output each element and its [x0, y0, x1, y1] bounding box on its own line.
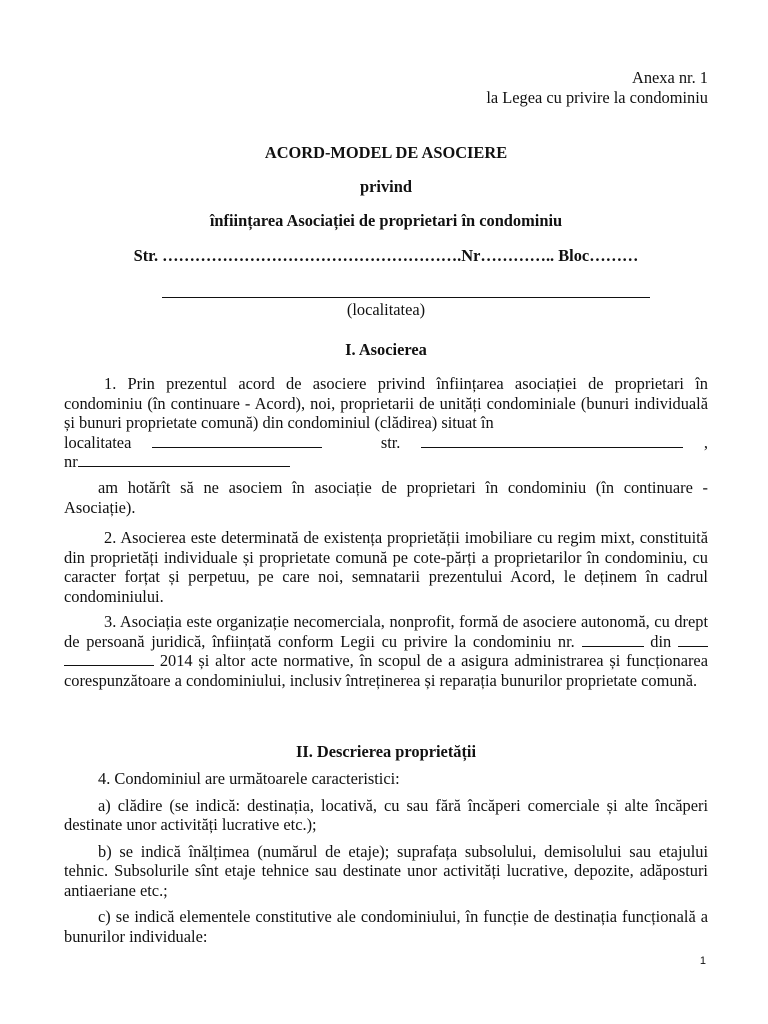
- item-a-text: a) clădire (se indică: destinația, locativă, cu sau fără încăperi comerciale și alte încăperi destinate unor activități lucrative etc.);: [64, 795, 708, 834]
- paragraph-4-text: 4. Condominiul are următoarele caracteristici:: [98, 769, 400, 788]
- paragraph-3-part-a: 3. Asociația este organizație necomerciala, nonprofit, formă de asociere autonomă, cu drept de persoană juridică, înființată conform Legii cu privire la condominiu nr.: [64, 612, 708, 651]
- paragraph-3-text: [64, 612, 708, 690]
- localitatea-label: localitatea: [64, 432, 132, 452]
- str-label: str.: [380, 432, 401, 452]
- address-line: Str. ……………………………………………….Nr………….. Bloc………: [133, 246, 639, 265]
- paragraph-3-part-b: 2014 și altor acte normative, în scopul de a asigura administrarea și funcționarea corespunzătoare a condominiului, inclusiv întreținerea și reparația bunurilor proprietate comună.: [64, 651, 708, 690]
- section-heading-descrierea: II. Descrierea proprietății: [295, 742, 477, 761]
- paragraph-2: [64, 528, 708, 613]
- day-blank: [678, 632, 708, 647]
- nr-label: nr: [64, 452, 78, 471]
- law-number-blank: [582, 632, 644, 647]
- document-title: ACORD-MODEL DE ASOCIERE: [264, 143, 508, 162]
- document-page: [64, 0, 708, 1024]
- section-heading-asocierea: I. Asocierea: [345, 340, 427, 359]
- paragraph-1-text: 1. Prin prezentul acord de asociere privind înființarea asociației de proprietari în condominiu (în continuare - Acord), noi, proprietarii de unități condominiale (bunuri individuală și bunuri proprietate comună) din condominiul (clădirea) situat în: [64, 374, 708, 432]
- paragraph-2-text: 2. Asocierea este determinată de existența proprietății imobiliare cu regim mixt, constituită din proprietăți individuale și proprietate comună pe cote-părți a proprietarilor în condominiu, cu caracter forțat și perpetuu, pe care noi, semnatarii prezentului Acord, le deținem în cadrul condominiului.: [64, 528, 708, 606]
- item-b-text: b) se indică înălțimea (numărul de etaje); suprafața subsolului, demisolului sau etajului tehnic. Subsolurile sînt etaje tehnice sau destinate unor activități lucrative, depozite, adăposturi antiaeriane etc.;: [64, 841, 708, 900]
- title-privind: privind: [360, 177, 412, 196]
- paragraph-1-continuation: [64, 478, 708, 524]
- annex-reference: [486, 68, 708, 107]
- locality-label: (localitatea): [346, 300, 426, 319]
- nr-blank: [78, 452, 290, 467]
- paragraph-3: [64, 612, 708, 697]
- str-blank: [421, 433, 683, 448]
- item-c-text: c) se indică elementele constitutive ale condominiului, în funcție de destinația funcțională a bunurilor individuale:: [64, 907, 708, 946]
- month-blank: [64, 651, 154, 666]
- din-label: din: [650, 631, 672, 651]
- section-2-content: [64, 769, 708, 953]
- title-subject: înființarea Asociației de proprietari în condominiu: [209, 211, 563, 230]
- annex-number: Anexa nr. 1: [631, 68, 708, 87]
- localitatea-blank: [152, 433, 322, 448]
- paragraph-1-continuation-text: am hotărît să ne asociem în asociație de proprietari în condominiu (în continuare - Asociație).: [64, 478, 708, 517]
- locality-blank-line: [162, 297, 650, 298]
- paragraph-1-address-row: [64, 433, 708, 453]
- page-number: 1: [699, 955, 706, 967]
- comma: ,: [703, 432, 708, 452]
- annex-law: la Legea cu privire la condominiu: [486, 87, 708, 107]
- paragraph-1-nr-row: [64, 452, 708, 472]
- paragraph-1: [64, 374, 708, 472]
